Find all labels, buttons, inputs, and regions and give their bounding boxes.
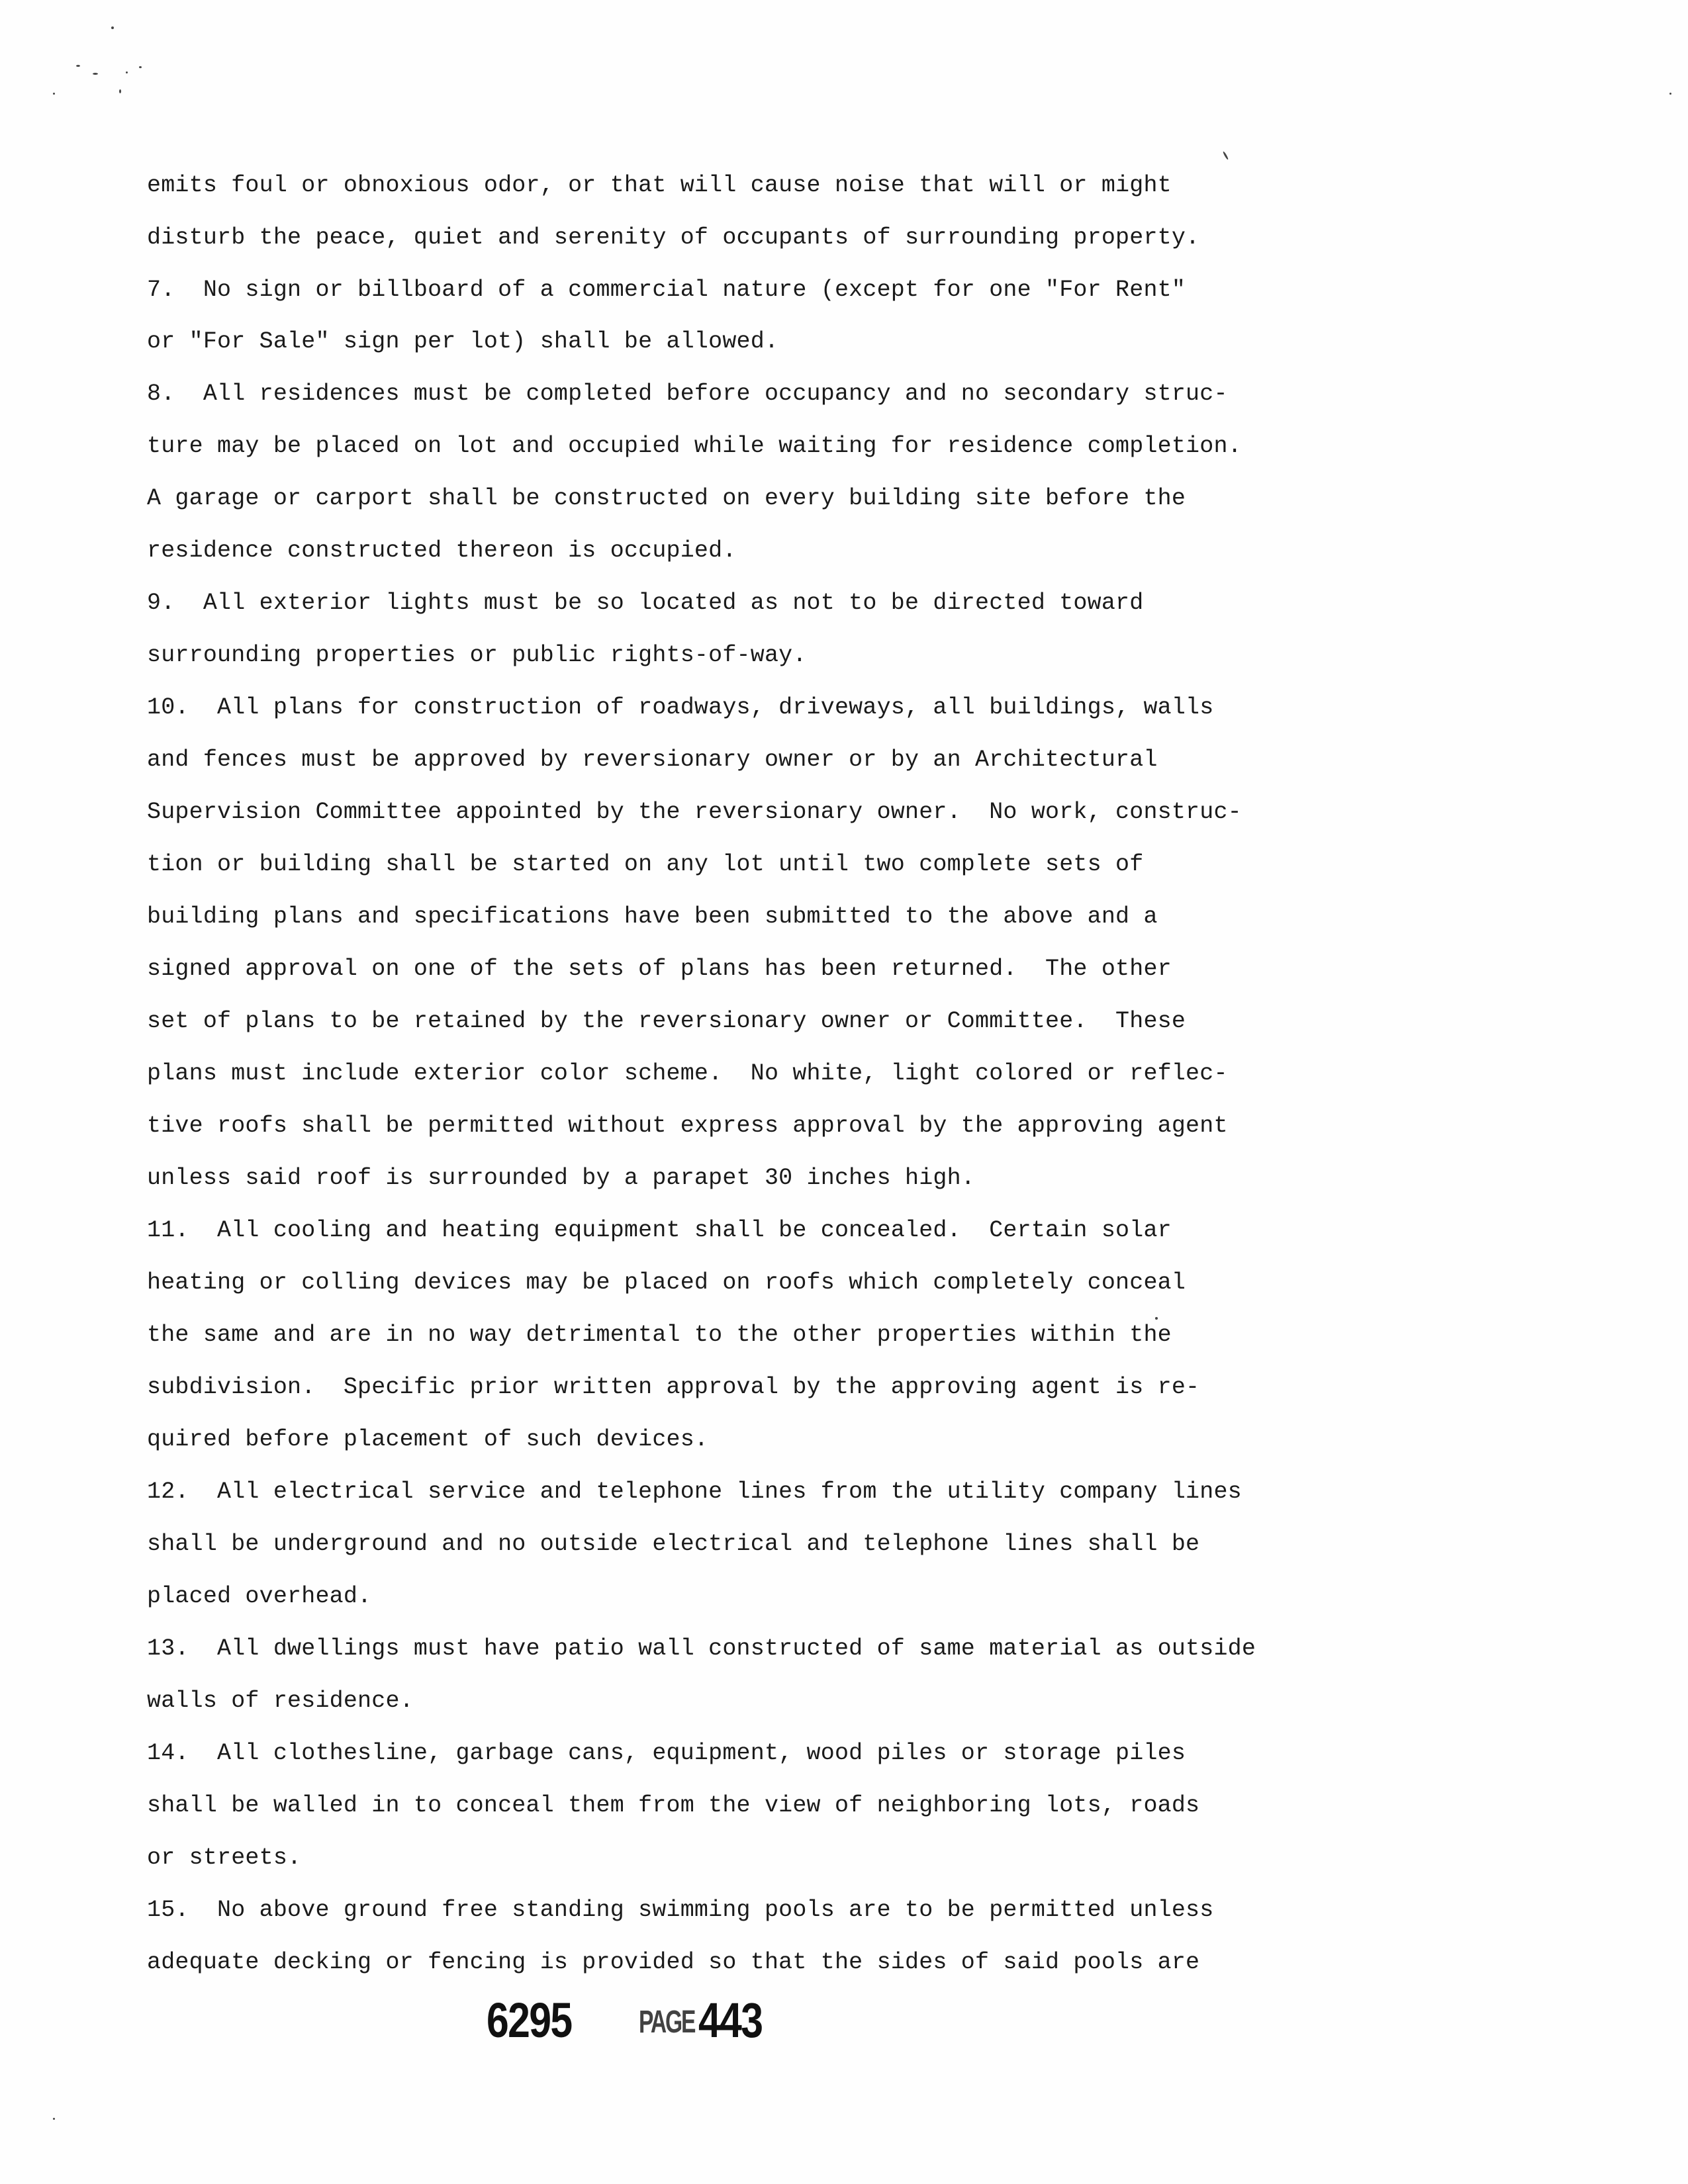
text-line: shall be underground and no outside electrical and telephone lines shall be	[147, 1531, 1200, 1557]
scan-speck	[53, 93, 55, 95]
text-line: emits foul or obnoxious odor, or that will cause noise that will or might	[147, 172, 1172, 199]
text-line: disturb the peace, quiet and serenity of occupants of surrounding property.	[147, 224, 1200, 251]
text-line: plans must include exterior color scheme. No white, light colored or reflec-	[147, 1060, 1228, 1087]
text-line: 13. All dwellings must have patio wall constructed of same material as outside	[147, 1635, 1256, 1662]
scan-speck	[1223, 151, 1229, 160]
text-line: ture may be placed on lot and occupied while waiting for residence completion.	[147, 433, 1242, 459]
text-line: unless said roof is surrounded by a parapet 30 inches high.	[147, 1165, 976, 1191]
page-label: PAGE	[639, 2005, 695, 2040]
text-line: and fences must be approved by reversionary owner or by an Architectural	[147, 747, 1158, 773]
page-number: 443	[698, 1993, 763, 2048]
scan-speck	[119, 89, 121, 93]
text-line: or streets.	[147, 1844, 302, 1871]
text-line: 11. All cooling and heating equipment shall be concealed. Certain solar	[147, 1217, 1172, 1244]
text-line: building plans and specifications have been submitted to the above and a	[147, 903, 1158, 930]
text-line: tive roofs shall be permitted without express approval by the approving agent	[147, 1113, 1228, 1139]
text-line: 8. All residences must be completed before occupancy and no secondary struc-	[147, 381, 1228, 407]
text-line: placed overhead.	[147, 1583, 372, 1610]
text-line: adequate decking or fencing is provided so that the sides of said pools are	[147, 1949, 1200, 1976]
text-line: 12. All electrical service and telephone lines from the utility company lines	[147, 1479, 1242, 1505]
scan-speck	[53, 2118, 55, 2120]
text-line: the same and are in no way detrimental to the other properties within the	[147, 1322, 1172, 1348]
text-line: tion or building shall be started on any lot until two complete sets of	[147, 851, 1144, 878]
scan-speck	[126, 71, 128, 73]
text-line: signed approval on one of the sets of plans has been returned. The other	[147, 956, 1172, 982]
text-line: A garage or carport shall be constructed on every building site before the	[147, 485, 1186, 512]
text-line: 9. All exterior lights must be so located as not to be directed toward	[147, 590, 1144, 616]
text-line: surrounding properties or public rights-of-way.	[147, 642, 807, 668]
book-number: 6295	[487, 1993, 572, 2048]
scan-speck	[111, 26, 114, 29]
text-line: 10. All plans for construction of roadways, driveways, all buildings, walls	[147, 694, 1214, 721]
text-line: Supervision Committee appointed by the reversionary owner. No work, construc-	[147, 799, 1242, 825]
text-line: 14. All clothesline, garbage cans, equipment, wood piles or storage piles	[147, 1740, 1186, 1766]
scan-speck	[139, 66, 142, 68]
text-line: 15. No above ground free standing swimming pools are to be permitted unless	[147, 1897, 1214, 1923]
text-line: heating or colling devices may be placed on roofs which completely conceal	[147, 1269, 1186, 1296]
text-line: set of plans to be retained by the reversionary owner or Committee. These	[147, 1008, 1186, 1034]
text-line: residence constructed thereon is occupied.	[147, 537, 737, 564]
text-line: subdivision. Specific prior written approval by the approving agent is re-	[147, 1374, 1200, 1400]
text-line: or "For Sale" sign per lot) shall be allowed.	[147, 328, 779, 355]
text-line: 7. No sign or billboard of a commercial nature (except for one "For Rent"	[147, 277, 1186, 303]
scan-speck	[93, 73, 98, 75]
scan-speck	[76, 65, 80, 67]
text-line: quired before placement of such devices.	[147, 1426, 709, 1453]
scan-speck	[1155, 1317, 1158, 1320]
scan-speck	[1669, 93, 1671, 95]
text-line: walls of residence.	[147, 1688, 414, 1714]
text-line: shall be walled in to conceal them from the view of neighboring lots, roads	[147, 1792, 1200, 1819]
